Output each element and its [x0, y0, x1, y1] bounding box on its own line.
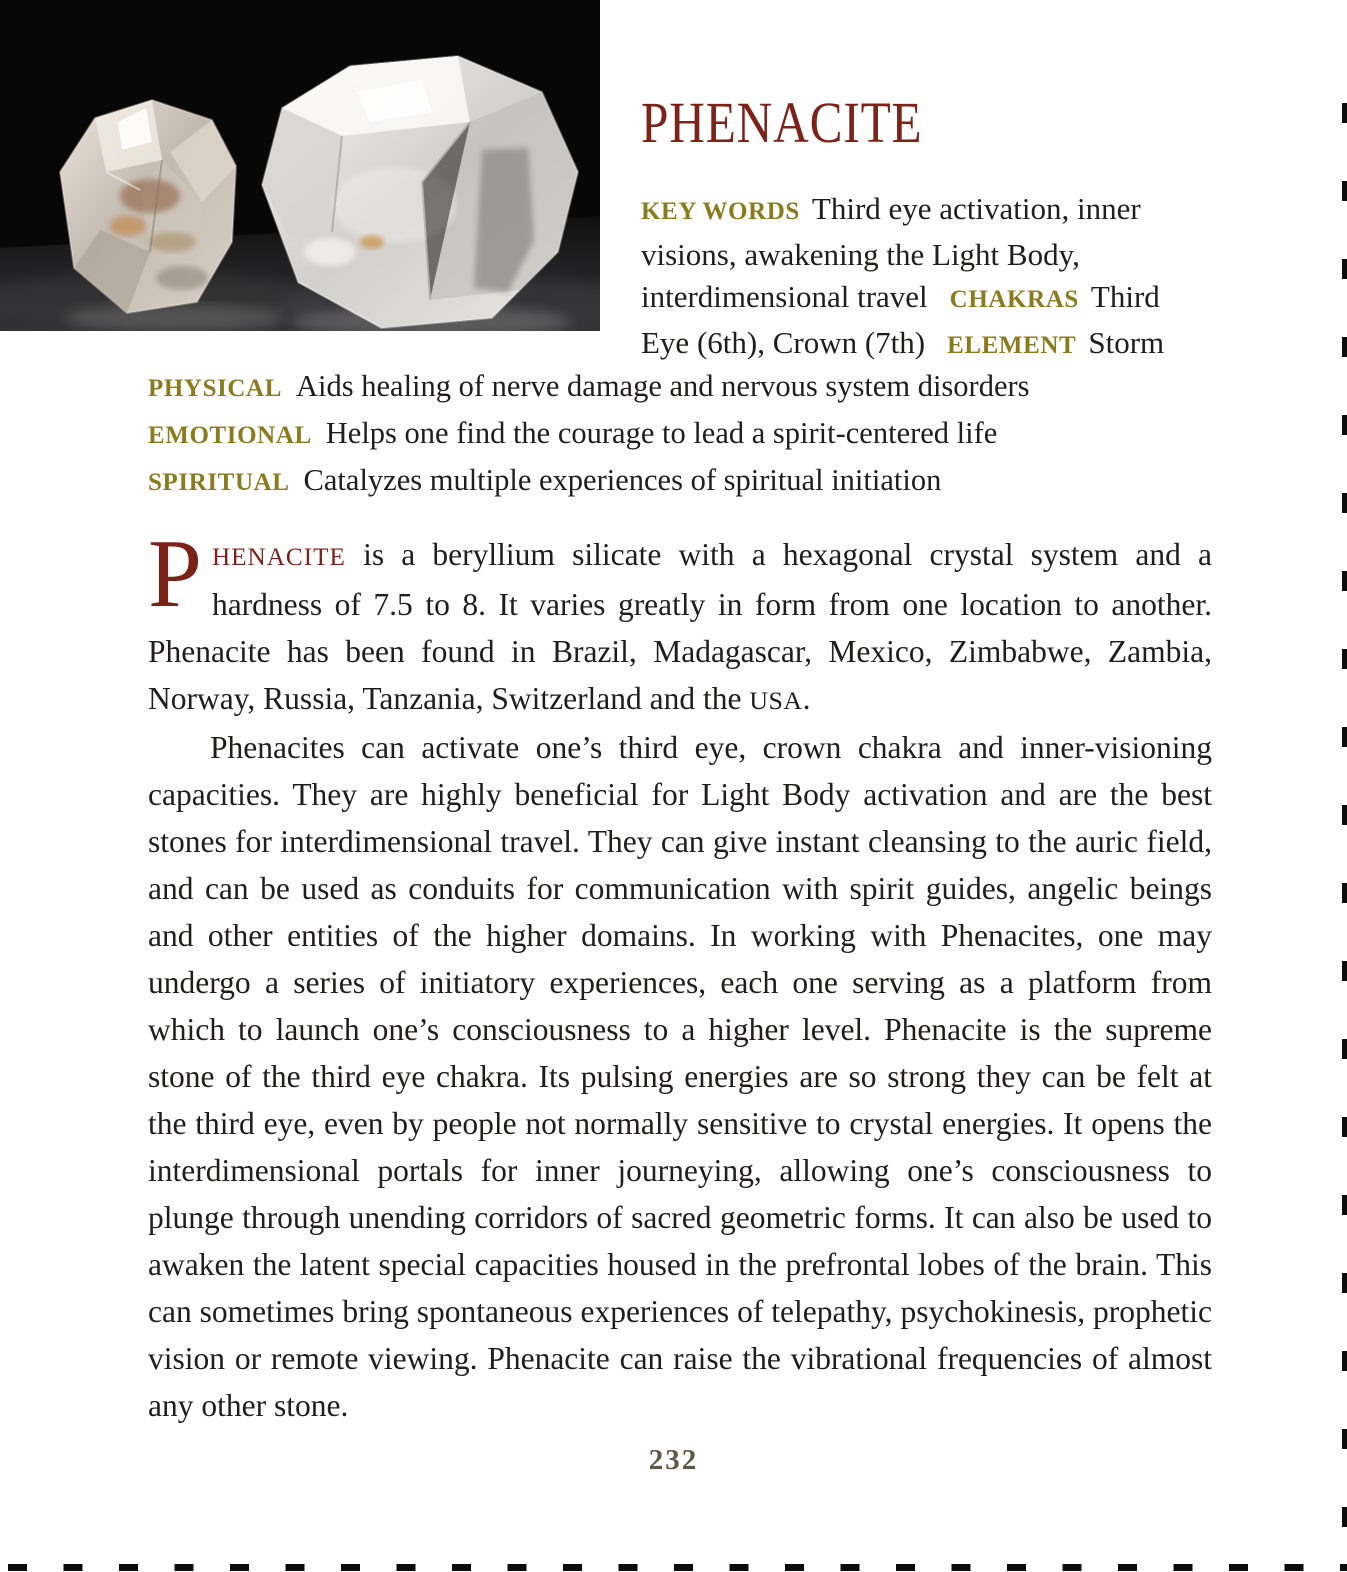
page-number: 232	[648, 1444, 699, 1476]
header-column	[641, 90, 1193, 367]
chakras-label: CHAKRAS	[949, 286, 1079, 313]
emotional-text: Helps one find the courage to lead a spirit-centered life	[325, 416, 998, 450]
edge-marks-right	[1342, 103, 1347, 1553]
usa-smallcaps: USA	[749, 686, 803, 715]
paragraph-1-end: .	[802, 681, 811, 716]
attribute-row-physical	[148, 364, 1233, 411]
key-words-text: Third eye activation, inner visions, awakening the Light Body, interdimensional travel	[641, 191, 1141, 314]
key-words-label: KEY WORDS	[641, 198, 800, 225]
phenacite-photo	[0, 0, 600, 331]
element-text: Storm	[1088, 324, 1165, 360]
attribute-row-spiritual	[148, 458, 1233, 505]
paragraph-2: Phenacites can activate one’s third eye, crown chakra and inner-visioning capacities. They are highly beneficial for Light Body activation and are the best stones for interdimensional travel. They can give instant cleansing to the auric field, and can be used as conduits for communication with spirit guides, angelic beings and other entities of the higher domains. In working with Phenacites, one may undergo a series of initiatory experiences, each one serving as a platform from which to launch one’s consciousness to a higher level. Phenacite is the supreme stone of the third eye chakra. Its pulsing energies are so strong they can be felt at the third eye, even by people not normally sensitive to crystal energies. It opens the interdimensional portals for inner journeying, allowing one’s consciousness to plunge through unending corridors of sacred geometric forms. It can also be used to awaken the latent special capacities housed in the prefrontal lobes of the brain. This can sometimes bring spontaneous experiences of telepathy, psychokinesis, prophetic vision or remote viewing. Phenacite can raise the vibrational frequencies of almost any other stone.	[148, 730, 1212, 1423]
body-text	[148, 520, 1212, 1429]
element-label: ELEMENT	[947, 331, 1077, 359]
attribute-row-emotional	[148, 411, 1233, 458]
lead-smallcaps: HENACITE	[211, 544, 346, 571]
paragraph-1-text: is a beryllium silicate with a hexagonal crystal system and a hardness of 7.5 to 8. It varies greatly in form from one location to another. Phenacite has been found in Brazil, Madagascar, Mexico, Zimbabwe, Zambia, Norway, Russia, Tanzania, Switzerland and the	[148, 537, 1212, 716]
drop-cap: P	[148, 520, 202, 627]
crystals-illustration	[0, 0, 600, 331]
edge-marks-bottom	[8, 1564, 1347, 1571]
emotional-label: EMOTIONAL	[148, 422, 312, 449]
spiritual-label: SPIRITUAL	[148, 469, 290, 496]
physical-label: PHYSICAL	[148, 375, 282, 402]
attributes-block	[148, 364, 1233, 505]
keywords-paragraph	[641, 188, 1193, 367]
page-title: PHENACITE	[641, 90, 923, 155]
spiritual-text: Catalyzes multiple experiences of spiritual initiation	[303, 463, 942, 497]
chakras-text: Third Eye (6th), Crown (7th)	[641, 279, 1160, 360]
physical-text: Aids healing of nerve damage and nervous system disorders	[296, 369, 1030, 403]
paragraph-1	[148, 520, 1212, 724]
crystal-reflection-left	[65, 304, 285, 331]
